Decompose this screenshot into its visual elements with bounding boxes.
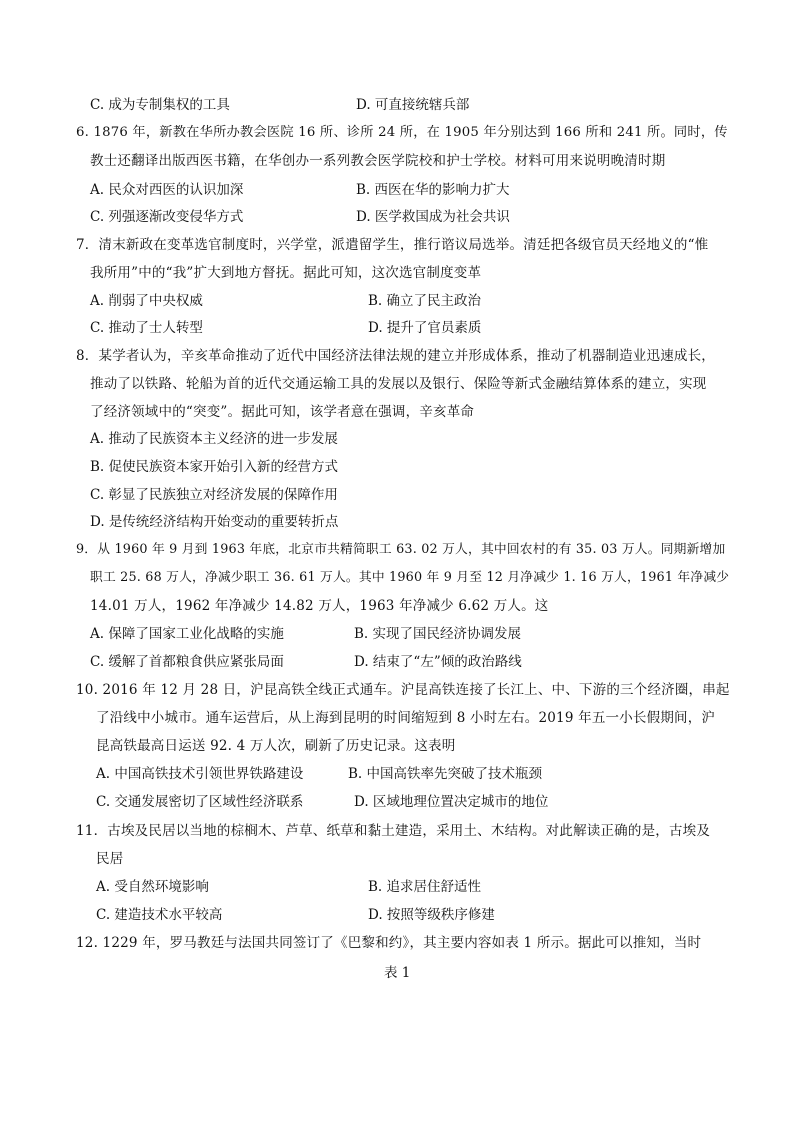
q11-stem-line-2: 民居: [96, 851, 124, 867]
q9-option-c: C. 缓解了首都粮食供应紧张局面: [90, 654, 284, 670]
q10-option-c: C. 交通发展密切了区域性经济联系: [96, 794, 304, 810]
q9-option-a: A. 保障了国家工业化战略的实施: [90, 626, 284, 642]
q10-option-d: D. 区域地理位置决定城市的地位: [354, 794, 549, 810]
q8-stem-line-2: 推动了以铁路、轮船为首的近代交通运输工具的发展以及银行、保险等新式金融结算体系的建立，实现: [90, 376, 707, 392]
q7-option-a: A. 削弱了中央权威: [90, 293, 203, 309]
q8-stem-line-1: 8．某学者认为，辛亥革命推动了近代中国经济法律法规的建立并形成体系，推动了机器制造业迅速成长，: [76, 348, 715, 364]
q8-option-d: D. 是传统经济结构开始变动的重要转折点: [90, 514, 339, 530]
q6-option-c: C. 列强逐渐改变侵华方式: [90, 209, 244, 225]
q9-stem-line-1: 9．从 1960 年 9 月到 1963 年底，北京市共精简职工 63. 02 万人，其中回农村的有 35. 03 万人。同期新增加: [76, 542, 726, 557]
q7-option-b: B. 确立了民主政治: [368, 293, 482, 309]
q8-option-a: A. 推动了民族资本主义经济的进一步发展: [90, 431, 338, 447]
q6-stem-line-1: 6. 1876 年，新教在华所办教会医院 16 所、诊所 24 所，在 1905 年分别达到 166 所和 241 所。同时，传: [76, 125, 728, 140]
q11-option-a: A. 受自然环境影响: [96, 879, 209, 895]
q9-option-d: D. 结束了“左”倾的政治路线: [354, 654, 522, 670]
q5-option-d: D. 可直接统辖兵部: [356, 97, 470, 113]
q10-stem-line-1: 10. 2016 年 12 月 28 日，沪昆高铁全线正式通车。沪昆高铁连接了长江上、中、下游的三个经济圈，串起: [76, 682, 730, 698]
q7-option-c: C. 推动了士人转型: [90, 320, 203, 336]
q10-option-a: A. 中国高铁技术引领世界铁路建设: [96, 766, 304, 782]
table-caption: 表 1: [384, 965, 411, 981]
q6-option-a: A. 民众对西医的认识加深: [90, 182, 244, 198]
q11-option-d: D. 按照等级秩序修建: [368, 907, 495, 923]
q10-stem-line-3: 昆高铁最高日运送 92. 4 万人次，刷新了历史记录。这表明: [96, 738, 456, 754]
q6-option-b: B. 西医在华的影响力扩大: [356, 182, 510, 198]
q10-option-b: B. 中国高铁率先突破了技术瓶颈: [348, 766, 543, 782]
q8-stem-line-3: 了经济领域中的“突变”。据此可知，该学者意在强调，辛亥革命: [90, 404, 475, 420]
q8-option-c: C. 彰显了民族独立对经济发展的保障作用: [90, 487, 338, 503]
q9-option-b: B. 实现了国民经济协调发展: [354, 626, 522, 642]
q6-stem-line-2: 教士还翻译出版西医书籍，在华创办一系列教会医学院校和护士学校。材料可用来说明晚清时期: [90, 153, 666, 169]
q9-stem-line-2: 职工 25. 68 万人，净减少职工 36. 61 万人。其中 1960 年 9 月至 12 月净减少 1. 16 万人，1961 年净减少: [90, 570, 730, 585]
q6-option-d: D. 医学救国成为社会共识: [356, 209, 510, 225]
q7-option-d: D. 提升了官员素质: [368, 320, 482, 336]
q11-option-c: C. 建造技术水平较高: [96, 907, 223, 923]
q11-stem-line-1: 11．古埃及民居以当地的棕榈木、芦草、纸草和黏土建造，采用土、木结构。对此解读正确的是，古埃及: [76, 823, 711, 839]
q8-option-b: B. 促使民族资本家开始引入新的经营方式: [90, 459, 339, 475]
q9-stem-line-3: 14.01 万人，1962 年净减少 14.82 万人，1963 年净减少 6.62 万人。这: [90, 598, 549, 614]
q12-stem-line-1: 12. 1229 年，罗马教廷与法国共同签订了《巴黎和约》，其主要内容如表 1 所示。据此可以推知，当时: [76, 935, 702, 951]
q5-option-c: C. 成为专制集权的工具: [90, 97, 230, 113]
q7-stem-line-1: 7．清末新政在变革选官制度时，兴学堂，派遣留学生，推行谘议局选举。清廷把各级官员天经地义的“惟: [76, 237, 709, 253]
q11-option-b: B. 追求居住舒适性: [368, 879, 482, 895]
q10-stem-line-2: 了沿线中小城市。通车运营后，从上海到昆明的时间缩短到 8 小时左右。2019 年五一小长假期间，沪: [96, 710, 716, 726]
q7-stem-line-2: 我所用”中的“我”扩大到地方督抚。据此可知，这次选官制度变革: [90, 265, 482, 281]
